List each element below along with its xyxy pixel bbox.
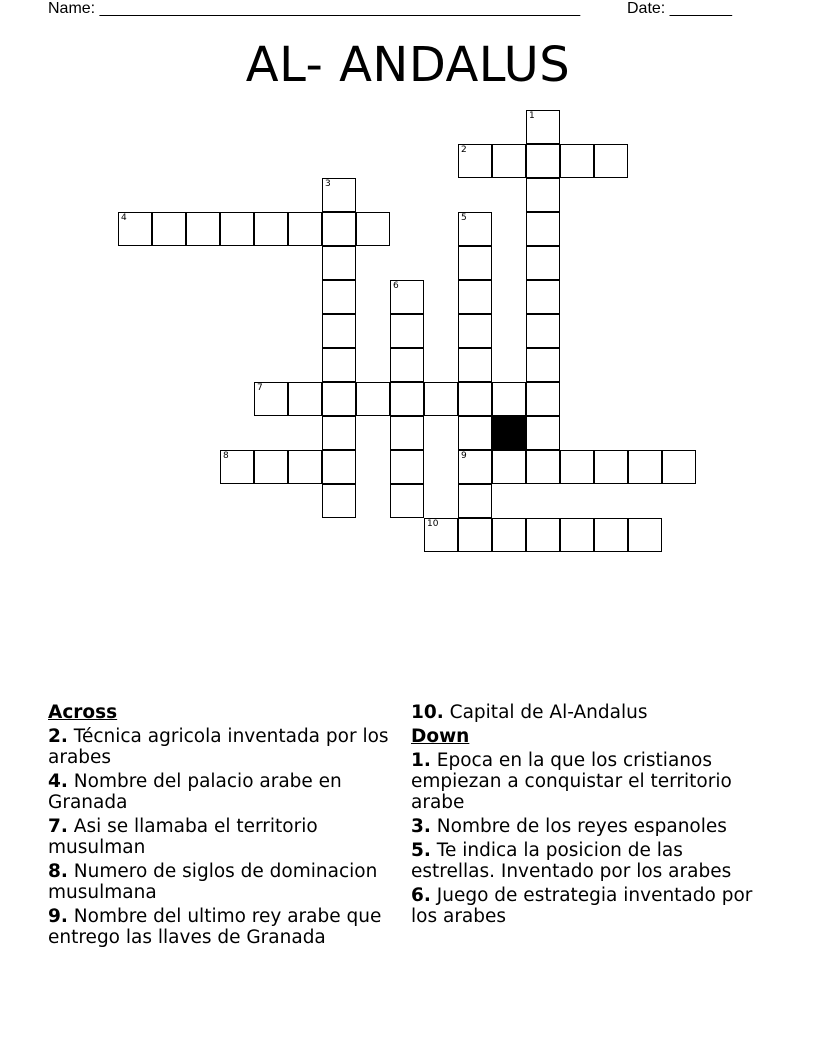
crossword-cell[interactable] [458, 416, 492, 450]
crossword-cell[interactable] [322, 178, 356, 212]
crossword-cell[interactable] [458, 144, 492, 178]
clue-number-label: 4 [121, 213, 127, 223]
clue-number-label: 5 [461, 213, 467, 223]
crossword-cell[interactable] [322, 246, 356, 280]
crossword-cell[interactable] [492, 518, 526, 552]
crossword-cell[interactable] [152, 212, 186, 246]
clue-across-2 [48, 726, 393, 768]
clue-across-9 [48, 906, 393, 948]
crossword-cell[interactable] [458, 280, 492, 314]
clue-text: Epoca en la que los cristianos empiezan a conquistar el territorio arabe [411, 750, 732, 813]
crossword-cell[interactable] [424, 382, 458, 416]
crossword-cell[interactable] [390, 314, 424, 348]
crossword-cell[interactable] [458, 450, 492, 484]
clue-down-3 [411, 816, 771, 837]
clue-number: 4. [48, 771, 68, 792]
crossword-cell[interactable] [390, 348, 424, 382]
crossword-cell[interactable] [560, 144, 594, 178]
crossword-cell[interactable] [526, 144, 560, 178]
down-heading: Down [411, 726, 470, 747]
crossword-cell[interactable] [526, 314, 560, 348]
crossword-cell[interactable] [322, 416, 356, 450]
clue-text: Nombre de los reyes espanoles [436, 816, 727, 837]
clue-across-10 [411, 702, 771, 723]
crossword-cell[interactable] [526, 518, 560, 552]
clue-number: 9. [48, 906, 68, 927]
crossword-cell[interactable] [288, 212, 322, 246]
crossword-cell[interactable] [186, 212, 220, 246]
crossword-cell[interactable] [356, 212, 390, 246]
clue-number-label: 8 [223, 451, 229, 461]
clue-text: Capital de Al-Andalus [449, 702, 648, 723]
crossword-cell[interactable] [322, 450, 356, 484]
clue-number-label: 7 [257, 383, 263, 393]
crossword-cell[interactable] [526, 212, 560, 246]
clue-number-label: 2 [461, 145, 467, 155]
clue-text: Te indica la posicion de las estrellas. Inventado por los arabes [411, 840, 732, 882]
clue-across-7 [48, 816, 393, 858]
clue-text: Nombre del palacio arabe en Granada [48, 771, 342, 813]
clue-number-label: 6 [393, 281, 399, 291]
clue-number: 1. [411, 750, 431, 771]
clue-text: Numero de siglos de dominacion musulmana [48, 861, 378, 903]
clue-number: 7. [48, 816, 68, 837]
date-field[interactable]: Date: _______ [627, 0, 732, 17]
name-field[interactable]: Name: ______________________________________________________ [48, 0, 581, 17]
clues-right-column [411, 702, 771, 930]
crossword-cell[interactable] [526, 450, 560, 484]
crossword-cell[interactable] [322, 348, 356, 382]
clue-down-5 [411, 840, 771, 882]
crossword-cell[interactable] [458, 246, 492, 280]
crossword-cell[interactable] [220, 212, 254, 246]
crossword-cell[interactable] [288, 450, 322, 484]
crossword-cell[interactable] [322, 280, 356, 314]
crossword-cell[interactable] [662, 450, 696, 484]
clue-text: Asi se llamaba el territorio musulman [48, 816, 318, 858]
clue-text: Juego de estrategia inventado por los arabes [411, 885, 753, 927]
clue-number: 2. [48, 726, 68, 747]
crossword-cell[interactable] [526, 416, 560, 450]
clues-left-column [48, 702, 393, 951]
crossword-cell[interactable] [458, 382, 492, 416]
clue-number: 5. [411, 840, 431, 861]
clue-down-1 [411, 750, 771, 813]
crossword-cell[interactable] [458, 348, 492, 382]
black-square [492, 416, 526, 450]
clue-down-6 [411, 885, 771, 927]
clue-text: Nombre del ultimo rey arabe que entrego las llaves de Granada [48, 906, 382, 948]
crossword-cell[interactable] [322, 484, 356, 518]
crossword-cell[interactable] [458, 212, 492, 246]
crossword-cell[interactable] [322, 382, 356, 416]
crossword-cell[interactable] [560, 450, 594, 484]
crossword-cell[interactable] [526, 110, 560, 144]
clue-number: 10. [411, 702, 444, 723]
crossword-cell[interactable] [492, 144, 526, 178]
crossword-cell[interactable] [492, 382, 526, 416]
crossword-cell[interactable] [288, 382, 322, 416]
page-title: AL- ANDALUS [245, 37, 571, 93]
crossword-cell[interactable] [458, 314, 492, 348]
crossword-cell[interactable] [254, 382, 288, 416]
crossword-cell[interactable] [390, 450, 424, 484]
crossword-cell[interactable] [220, 450, 254, 484]
across-heading: Across [48, 702, 118, 723]
crossword-cell[interactable] [322, 212, 356, 246]
crossword-cell[interactable] [526, 348, 560, 382]
clue-across-8 [48, 861, 393, 903]
crossword-cell[interactable] [458, 484, 492, 518]
clue-number-label: 10 [427, 519, 439, 529]
crossword-cell[interactable] [594, 518, 628, 552]
crossword-cell[interactable] [424, 518, 458, 552]
crossword-cell[interactable] [390, 416, 424, 450]
crossword-cell[interactable] [254, 212, 288, 246]
clue-number-label: 1 [529, 111, 535, 121]
crossword-cell[interactable] [254, 450, 288, 484]
crossword-cell[interactable] [322, 314, 356, 348]
crossword-cell[interactable] [526, 246, 560, 280]
crossword-cell[interactable] [390, 484, 424, 518]
crossword-cell[interactable] [560, 518, 594, 552]
clue-number: 8. [48, 861, 68, 882]
crossword-cell[interactable] [594, 144, 628, 178]
clue-number: 3. [411, 816, 431, 837]
crossword-cell[interactable] [458, 518, 492, 552]
crossword-cell[interactable] [356, 382, 390, 416]
clue-number: 6. [411, 885, 431, 906]
crossword-cell[interactable] [526, 280, 560, 314]
crossword-cell[interactable] [118, 212, 152, 246]
crossword-cell[interactable] [594, 450, 628, 484]
clue-across-4 [48, 771, 393, 813]
crossword-cell[interactable] [390, 280, 424, 314]
crossword-cell[interactable] [628, 450, 662, 484]
crossword-cell[interactable] [526, 382, 560, 416]
crossword-cell[interactable] [492, 450, 526, 484]
crossword-cell[interactable] [390, 382, 424, 416]
clue-number-label: 9 [461, 451, 467, 461]
clue-number-label: 3 [325, 179, 331, 189]
crossword-cell[interactable] [628, 518, 662, 552]
crossword-cell[interactable] [526, 178, 560, 212]
clue-text: Técnica agricola inventada por los arabes [48, 726, 389, 768]
